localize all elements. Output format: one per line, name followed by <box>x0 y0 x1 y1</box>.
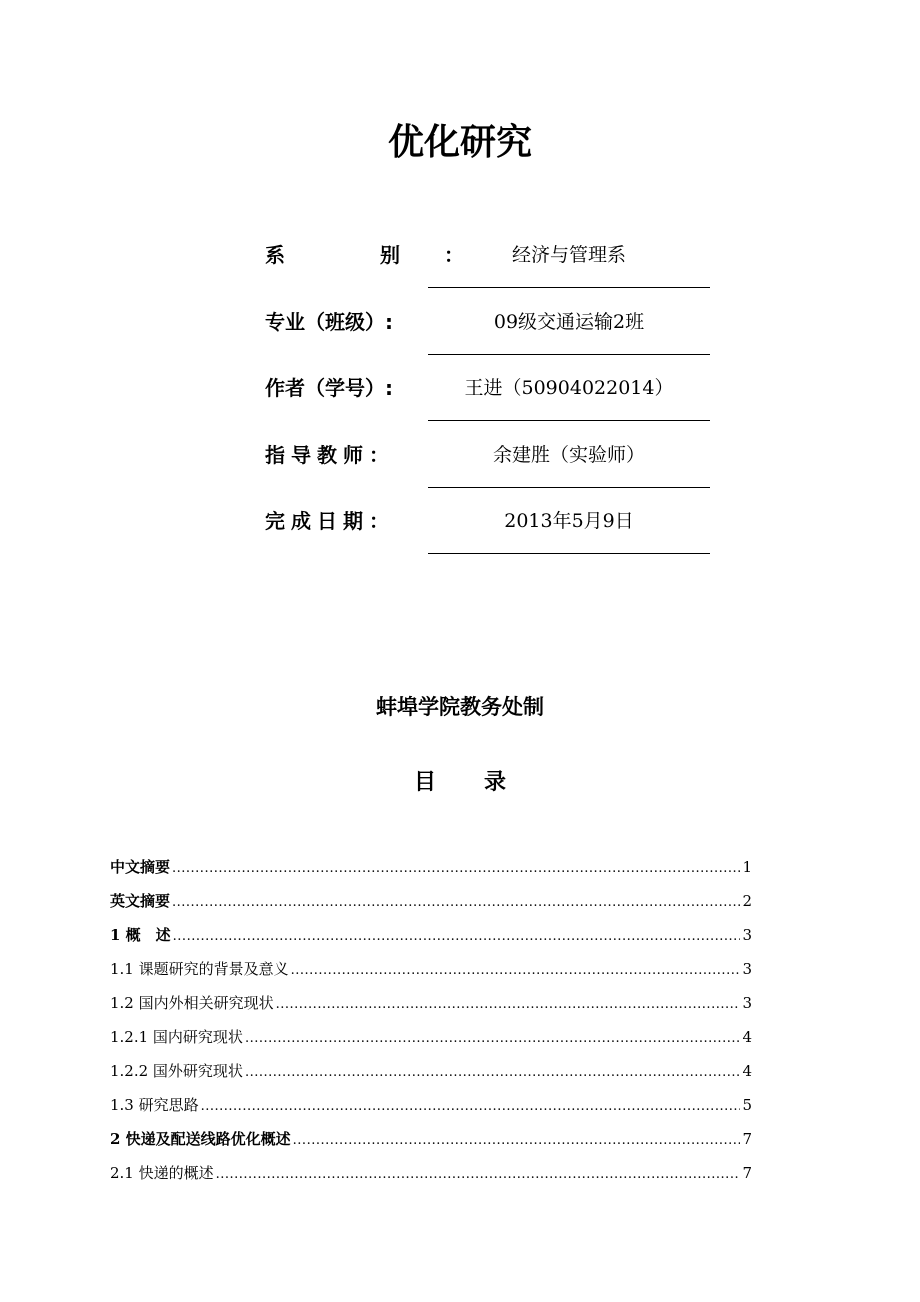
toc-leader <box>172 888 740 918</box>
organization: 蚌埠学院教务处制 <box>376 695 544 719</box>
info-label-date: 完成日期： <box>265 509 395 533</box>
info-value-major: 09级交通运输2班 <box>493 310 645 333</box>
toc-item-page: 3 <box>742 926 752 944</box>
toc-item-text: 1.2.2 国外研究现状 <box>110 1062 243 1080</box>
info-label-advisor: 指导教师： <box>265 442 395 467</box>
info-label-author: 作者（学号）: <box>265 376 393 400</box>
toc-title: 目录 <box>413 770 554 795</box>
toc-item[interactable] <box>110 1022 752 1056</box>
toc-leader <box>201 1092 741 1122</box>
toc-item[interactable] <box>110 852 752 886</box>
underline <box>428 354 710 355</box>
info-row-major <box>265 297 715 364</box>
toc-item[interactable] <box>110 988 752 1022</box>
toc-item-page: 4 <box>742 1062 752 1080</box>
toc-leader <box>173 922 741 952</box>
toc-item[interactable] <box>110 886 752 920</box>
toc-leader <box>172 854 740 884</box>
info-row-author <box>265 363 715 430</box>
toc-item-page: 2 <box>742 892 752 910</box>
toc-item-text: 1.1 课题研究的背景及意义 <box>110 960 289 978</box>
toc-item[interactable] <box>110 920 752 954</box>
info-value-advisor: 余建胜（实验师） <box>492 443 645 466</box>
info-value-department: 经济与管理系 <box>511 244 626 266</box>
cover-info-table <box>265 230 715 563</box>
toc-item-page: 3 <box>742 994 752 1012</box>
toc-item-page: 3 <box>742 960 752 978</box>
toc-item[interactable] <box>110 1056 752 1090</box>
toc-leader <box>245 1024 741 1054</box>
info-row-date <box>265 496 715 563</box>
toc-item-text: 1 概 述 <box>110 926 171 944</box>
toc-leader <box>276 990 741 1020</box>
toc-item-text: 1.2.1 国内研究现状 <box>110 1028 243 1046</box>
toc-item[interactable] <box>110 1090 752 1124</box>
toc-item-text: 1.3 研究思路 <box>110 1096 199 1114</box>
toc-item-page: 7 <box>742 1164 752 1182</box>
info-label-major: 专业（班级）: <box>265 309 393 334</box>
underline <box>428 287 710 288</box>
toc-leader <box>291 956 741 986</box>
underline <box>428 420 710 421</box>
toc-item-text: 2 快递及配送线路优化概述 <box>110 1130 291 1148</box>
toc-item-text: 英文摘要 <box>110 892 171 910</box>
toc-item-text: 1.2 国内外相关研究现状 <box>110 994 274 1012</box>
toc-leader <box>216 1160 741 1190</box>
table-of-contents <box>110 852 752 1192</box>
info-value-author: 王进（50904022014） <box>464 377 674 399</box>
toc-item[interactable] <box>110 954 752 988</box>
toc-item-text: 中文摘要 <box>110 858 171 876</box>
toc-item-page: 1 <box>742 858 752 876</box>
underline <box>428 487 710 488</box>
toc-item-text: 2.1 快递的概述 <box>110 1164 214 1182</box>
toc-item[interactable] <box>110 1124 752 1158</box>
toc-leader <box>245 1058 741 1088</box>
document-title: 优化研究 <box>387 122 532 163</box>
toc-item[interactable] <box>110 1158 752 1192</box>
toc-leader <box>293 1126 741 1156</box>
info-label-department: 系 别： <box>265 243 508 267</box>
toc-item-page: 4 <box>742 1028 752 1046</box>
underline <box>428 553 710 554</box>
info-row-advisor <box>265 430 715 497</box>
info-value-date: 2013年5月9日 <box>504 510 634 532</box>
toc-item-page: 5 <box>742 1096 752 1114</box>
toc-item-page: 7 <box>742 1130 752 1148</box>
info-row-department <box>265 230 715 297</box>
